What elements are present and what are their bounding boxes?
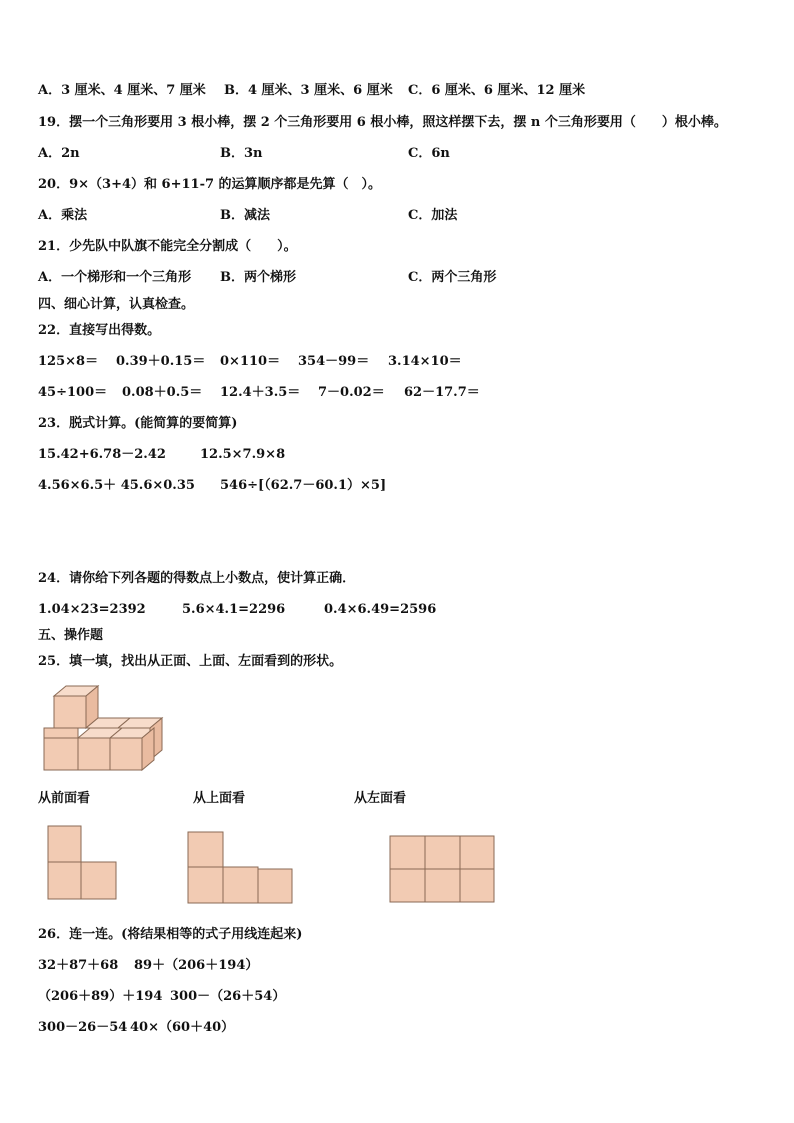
q23-expr: 546÷[（62.7－60.1）×5] bbox=[220, 478, 387, 493]
q22-expr: 3.14×10＝ bbox=[388, 354, 462, 369]
q22-expr: 0×110＝ bbox=[220, 354, 281, 369]
q19-option-c: C．6n bbox=[408, 146, 450, 161]
q24-item: 0.4×6.49=2596 bbox=[324, 602, 437, 617]
q26-expr: （206＋89）＋194 bbox=[38, 989, 163, 1004]
q26-expr: 300－26－54 bbox=[38, 1020, 128, 1035]
q24-item: 5.6×4.1=2296 bbox=[182, 602, 286, 617]
label-front-view: 从前面看 bbox=[38, 791, 91, 806]
q26-expr: 300－（26＋54） bbox=[170, 989, 286, 1004]
q23-stem: 23．脱式计算。(能简算的要简算) bbox=[38, 416, 238, 431]
q21-stem: 21．少先队中队旗不能完全分割成（ ）。 bbox=[38, 239, 297, 254]
q18-option-b: B．4 厘米、3 厘米、6 厘米 bbox=[224, 83, 393, 98]
q20-option-a: A．乘法 bbox=[38, 208, 88, 223]
q24-stem: 24．请你给下列各题的得数点上小数点，使计算正确． bbox=[38, 571, 356, 586]
cube-arrangement-figure bbox=[40, 682, 172, 778]
section-5-heading: 五、操作题 bbox=[38, 628, 104, 643]
q23-expr: 15.42+6.78－2.42 bbox=[38, 447, 166, 462]
q22-expr: 354－99＝ bbox=[298, 354, 370, 369]
q22-expr: 12.4＋3.5＝ bbox=[220, 385, 301, 400]
q23-expr: 12.5×7.9×8 bbox=[200, 447, 286, 462]
top-view-figure bbox=[186, 830, 294, 906]
q19-stem: 19．摆一个三角形要用 3 根小棒，摆 2 个三角形要用 6 根小棒，照这样摆下去，摆 n 个三角形要用（ ）根小棒。 bbox=[38, 115, 727, 130]
left-view-figure bbox=[388, 834, 496, 904]
q22-expr: 125×8＝ bbox=[38, 354, 99, 369]
q26-expr: 89＋（206＋194） bbox=[134, 958, 259, 973]
q22-expr: 62－17.7＝ bbox=[404, 385, 480, 400]
q23-expr: 4.56×6.5＋ 45.6×0.35 bbox=[38, 478, 195, 493]
q21-option-a: A．一个梯形和一个三角形 bbox=[38, 270, 192, 285]
q20-stem: 20．9×（3+4）和 6+11-7 的运算顺序都是先算（ ）。 bbox=[38, 177, 382, 192]
q18-option-a: A．3 厘米、4 厘米、7 厘米 bbox=[38, 83, 206, 98]
q21-option-b: B．两个梯形 bbox=[220, 270, 296, 285]
section-4-heading: 四、细心计算，认真检查。 bbox=[38, 297, 195, 312]
q20-option-b: B．减法 bbox=[220, 208, 270, 223]
q24-item: 1.04×23=2392 bbox=[38, 602, 146, 617]
q21-option-c: C．两个三角形 bbox=[408, 270, 497, 285]
q22-expr: 7－0.02＝ bbox=[318, 385, 385, 400]
q19-option-b: B．3n bbox=[220, 146, 263, 161]
q25-stem: 25．填一填，找出从正面、上面、左面看到的形状。 bbox=[38, 654, 343, 669]
q26-expr: 40×（60＋40） bbox=[130, 1020, 235, 1035]
q26-expr: 32＋87＋68 bbox=[38, 958, 119, 973]
q26-stem: 26．连一连。(将结果相等的式子用线连起来) bbox=[38, 927, 303, 942]
q20-option-c: C．加法 bbox=[408, 208, 458, 223]
label-top-view: 从上面看 bbox=[193, 791, 246, 806]
q22-expr: 45÷100＝ bbox=[38, 385, 108, 400]
label-left-view: 从左面看 bbox=[354, 791, 407, 806]
q19-option-a: A．2n bbox=[38, 146, 80, 161]
front-view-figure bbox=[46, 824, 120, 902]
q22-stem: 22．直接写出得数。 bbox=[38, 323, 161, 338]
q18-option-c: C．6 厘米、6 厘米、12 厘米 bbox=[408, 83, 586, 98]
q22-expr: 0.08＋0.5＝ bbox=[122, 385, 203, 400]
q22-expr: 0.39＋0.15＝ bbox=[116, 354, 206, 369]
